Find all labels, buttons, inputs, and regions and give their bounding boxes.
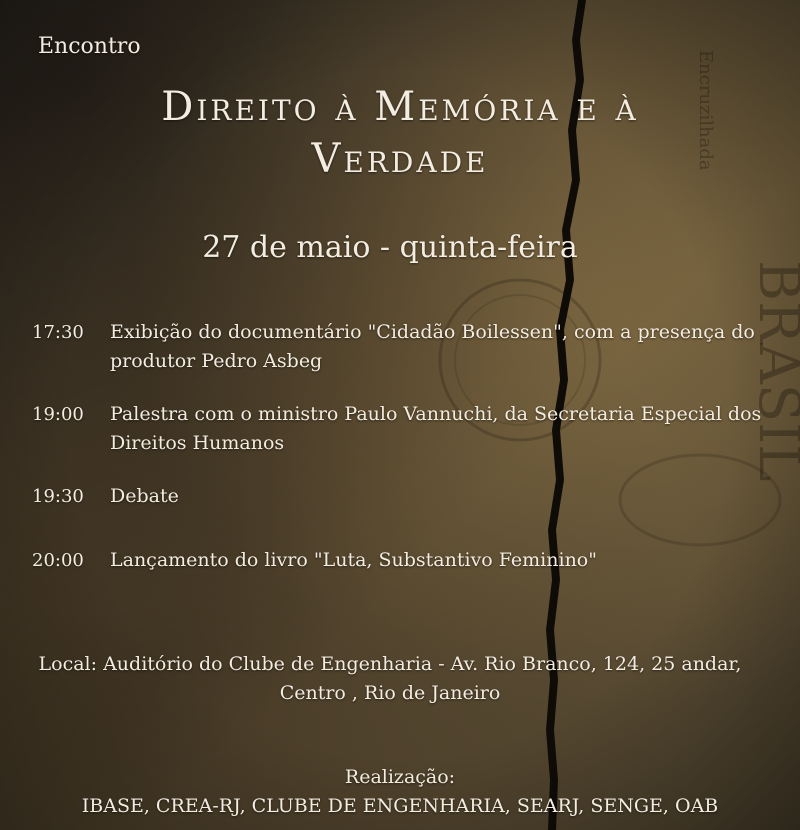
event-title-line-1: Direito à Memória e à — [161, 84, 639, 130]
event-type-label: Encontro — [38, 34, 141, 59]
schedule-description: Exibição do documentário "Cidadão Boilessen", com a presença do produtor Pedro Asbeg — [110, 321, 755, 372]
schedule-description: Palestra com o ministro Paulo Vannuchi, da Secretaria Especial dos Direitos Humanos — [110, 403, 762, 454]
schedule-time: 19:30 — [32, 486, 84, 507]
organizers-label: Realização: — [344, 766, 456, 788]
event-title-line-2: Verdade — [311, 136, 489, 182]
schedule-time: 20:00 — [32, 550, 84, 571]
schedule-description: Lançamento do livro "Luta, Substantivo Feminino" — [110, 549, 597, 571]
location-text — [0, 650, 780, 708]
location-line-2: Centro , Rio de Janeiro — [279, 682, 501, 704]
event-date: 27 de maio - quinta-feira — [202, 230, 578, 265]
schedule-description: Debate — [110, 485, 179, 507]
schedule-time: 19:00 — [32, 404, 84, 425]
organizers-list: IBASE, CREA-RJ, CLUBE DE ENGENHARIA, SEARJ, SENGE, OAB — [81, 795, 719, 817]
location-line-1: Local: Auditório do Clube de Engenharia - Av. Rio Branco, 124, 25 andar, — [38, 653, 742, 675]
schedule-time: 17:30 — [32, 322, 84, 343]
